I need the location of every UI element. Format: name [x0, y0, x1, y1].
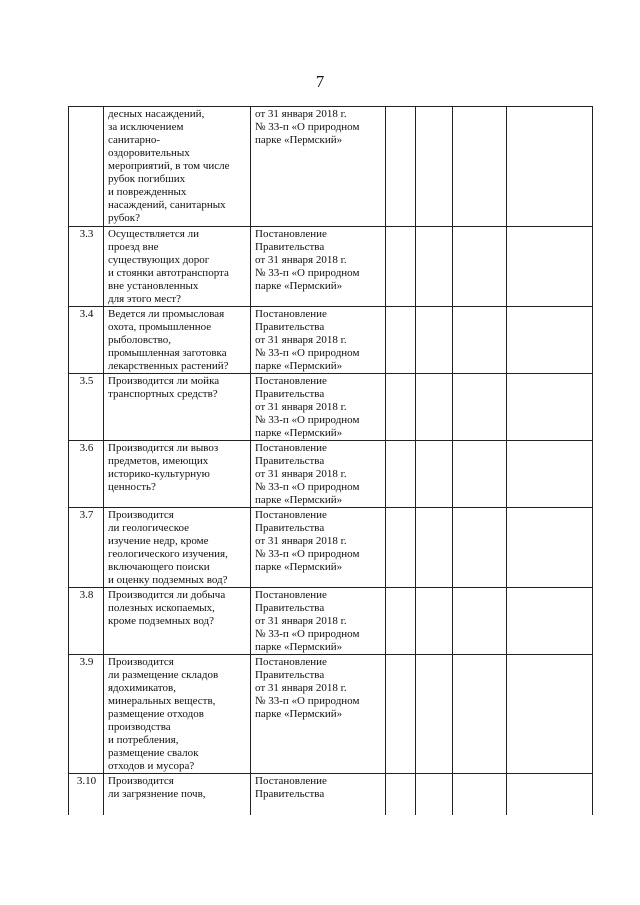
table-row — [69, 374, 593, 441]
answer-na-cell — [453, 774, 507, 816]
table-row — [69, 227, 593, 307]
question-cell: Производится ли добыча полезных ископаемых, кроме подземных вод? — [104, 588, 251, 655]
item-number: 3.8 — [69, 588, 104, 655]
question-cell: Производится ли загрязнение почв, — [104, 774, 251, 816]
answer-na-cell — [453, 227, 507, 307]
legal-reference-cell: Постановление Правительства от 31 января 2018 г. № 33-п «О природном парке «Пермский» — [251, 588, 386, 655]
note-cell — [507, 508, 593, 588]
page-number: 7 — [315, 72, 325, 91]
legal-reference-cell: Постановление Правительства от 31 января 2018 г. № 33-п «О природном парке «Пермский» — [251, 374, 386, 441]
note-cell — [507, 107, 593, 227]
answer-no-cell — [416, 374, 453, 441]
table-row — [69, 441, 593, 508]
answer-yes-cell — [386, 107, 416, 227]
answer-no-cell — [416, 107, 453, 227]
item-number: 3.9 — [69, 655, 104, 774]
item-number: 3.6 — [69, 441, 104, 508]
question-cell: Ведется ли промысловая охота, промышленное рыболовство, промышленная заготовка лекарственных растений? — [104, 307, 251, 374]
legal-reference-cell: Постановление Правительства от 31 января 2018 г. № 33-п «О природном парке «Пермский» — [251, 227, 386, 307]
answer-no-cell — [416, 227, 453, 307]
question-cell: Производится ли геологическое изучение недр, кроме геологического изучения, включающего поиски и оценку подземных вод? — [104, 508, 251, 588]
table-row — [69, 655, 593, 774]
item-number: 3.5 — [69, 374, 104, 441]
table-row — [69, 588, 593, 655]
note-cell — [507, 227, 593, 307]
legal-reference-cell: Постановление Правительства от 31 января 2018 г. № 33-п «О природном парке «Пермский» — [251, 307, 386, 374]
question-cell: десных насаждений, за исключением санитарно- оздоровительных мероприятий, в том числе рубок погибших и поврежденных насаждений, санитарных рубок? — [104, 107, 251, 227]
answer-na-cell — [453, 508, 507, 588]
answer-yes-cell — [386, 307, 416, 374]
answer-na-cell — [453, 107, 507, 227]
legal-reference-cell: Постановление Правительства от 31 января 2018 г. № 33-п «О природном парке «Пермский» — [251, 655, 386, 774]
table-row — [69, 508, 593, 588]
note-cell — [507, 441, 593, 508]
answer-yes-cell — [386, 588, 416, 655]
legal-reference-cell: Постановление Правительства от 31 января 2018 г. № 33-п «О природном парке «Пермский» — [251, 441, 386, 508]
answer-yes-cell — [386, 441, 416, 508]
item-number: 3.10 — [69, 774, 104, 816]
note-cell — [507, 588, 593, 655]
item-number: 3.7 — [69, 508, 104, 588]
question-cell: Производится ли размещение складов ядохимикатов, минеральных веществ, размещение отходов производства и потребления, размещение свалок отходов и мусора? — [104, 655, 251, 774]
answer-na-cell — [453, 588, 507, 655]
question-cell: Производится ли вывоз предметов, имеющих историко-культурную ценность? — [104, 441, 251, 508]
note-cell — [507, 307, 593, 374]
item-number — [69, 107, 104, 227]
question-cell: Производится ли мойка транспортных средств? — [104, 374, 251, 441]
answer-no-cell — [416, 655, 453, 774]
item-number: 3.4 — [69, 307, 104, 374]
answer-yes-cell — [386, 774, 416, 816]
answer-yes-cell — [386, 508, 416, 588]
question-cell: Осуществляется ли проезд вне существующих дорог и стоянки автотранспорта вне установленных для этого мест? — [104, 227, 251, 307]
answer-yes-cell — [386, 655, 416, 774]
table-row — [69, 774, 593, 816]
answer-na-cell — [453, 655, 507, 774]
note-cell — [507, 374, 593, 441]
answer-na-cell — [453, 307, 507, 374]
answer-no-cell — [416, 441, 453, 508]
answer-yes-cell — [386, 227, 416, 307]
answer-yes-cell — [386, 374, 416, 441]
answer-na-cell — [453, 374, 507, 441]
answer-no-cell — [416, 508, 453, 588]
legal-reference-cell: Постановление Правительства от 31 января 2018 г. № 33-п «О природном парке «Пермский» — [251, 508, 386, 588]
legal-reference-cell: от 31 января 2018 г. № 33-п «О природном парке «Пермский» — [251, 107, 386, 227]
note-cell — [507, 774, 593, 816]
table-row — [69, 307, 593, 374]
answer-no-cell — [416, 588, 453, 655]
legal-reference-cell: Постановление Правительства — [251, 774, 386, 816]
answer-no-cell — [416, 307, 453, 374]
checklist-table — [68, 106, 593, 815]
table-row — [69, 107, 593, 227]
note-cell — [507, 655, 593, 774]
answer-no-cell — [416, 774, 453, 816]
answer-na-cell — [453, 441, 507, 508]
item-number: 3.3 — [69, 227, 104, 307]
